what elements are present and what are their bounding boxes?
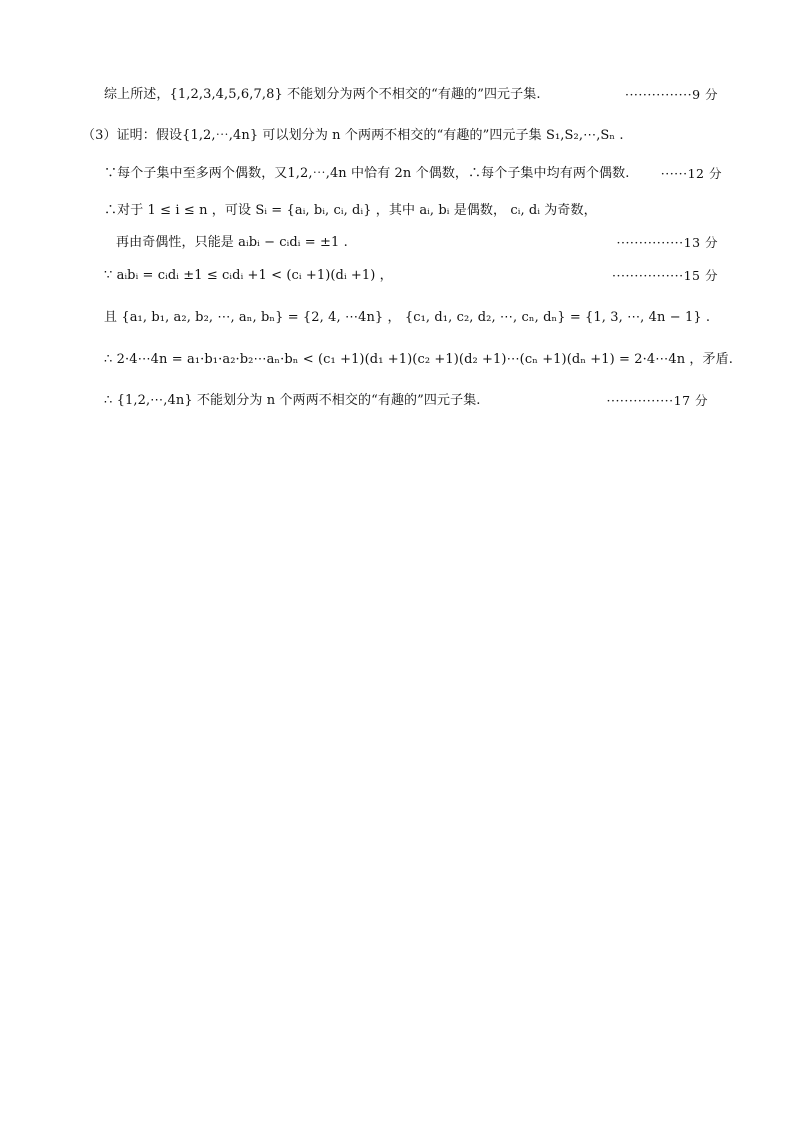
set-equality-line xyxy=(0,306,800,330)
line-text: （3）证明：假设{1,2,⋯,4n} 可以划分为 n 个两两不相交的“有趣的”四元子集 S₁,S₂,⋯,Sₙ . xyxy=(82,128,624,143)
inequality-line xyxy=(0,264,800,288)
line-text: ∴对于 1 ≤ i ≤ n ，可设 Sᵢ = {aᵢ, bᵢ, cᵢ, dᵢ} ，其中 aᵢ, bᵢ 是偶数， cᵢ, dᵢ 为奇数， xyxy=(104,203,597,218)
line-text: ∵每个子集中至多两个偶数，又1,2,⋯,4n 中恰有 2n 个偶数，∴每个子集中均有两个偶数. xyxy=(104,166,630,181)
score-marker: ···············9 分 xyxy=(624,87,718,102)
contradiction-line xyxy=(0,348,800,372)
line-text: 再由奇偶性，只能是 aᵢbᵢ − cᵢdᵢ = ±1 . xyxy=(116,235,348,250)
line-text: ∴ 2·4⋯4n = a₁·b₁·a₂·b₂⋯aₙ·bₙ < (c₁ +1)(d₁ +1)(c₂ +1)(d₂ +1)⋯(cₙ +1)(dₙ +1) = 2·4⋯4n ，矛盾. xyxy=(104,352,733,367)
score-marker: ···············17 分 xyxy=(606,393,708,408)
line-text: 综上所述，{1,2,3,4,5,6,7,8} 不能划分为两个不相交的“有趣的”四元子集. xyxy=(104,87,541,102)
score-marker: ······12 分 xyxy=(660,166,722,181)
score-marker: ················15 分 xyxy=(612,268,718,283)
proof-intro-line xyxy=(0,124,800,148)
score-marker: ···············13 分 xyxy=(616,235,718,250)
line-text: ∴ {1,2,⋯,4n} 不能划分为 n 个两两不相交的“有趣的”四元子集. xyxy=(104,393,481,408)
line-text: ∵ aᵢbᵢ = cᵢdᵢ ±1 ≤ cᵢdᵢ +1 < (cᵢ +1)(dᵢ +1) ， xyxy=(104,268,393,283)
line-text: 且 {a₁, b₁, a₂, b₂, ⋯, aₙ, bₙ} = {2, 4, ⋯4n} ， {c₁, d₁, c₂, d₂, ⋯, cₙ, dₙ} = {1, 3, ⋯, 4n − 1} . xyxy=(104,310,711,325)
parity-line xyxy=(0,231,800,255)
even-count-line xyxy=(0,162,800,186)
final-conclusion-line xyxy=(0,389,800,413)
conclusion-line-part2 xyxy=(0,83,800,107)
subset-definition-line xyxy=(0,199,800,223)
